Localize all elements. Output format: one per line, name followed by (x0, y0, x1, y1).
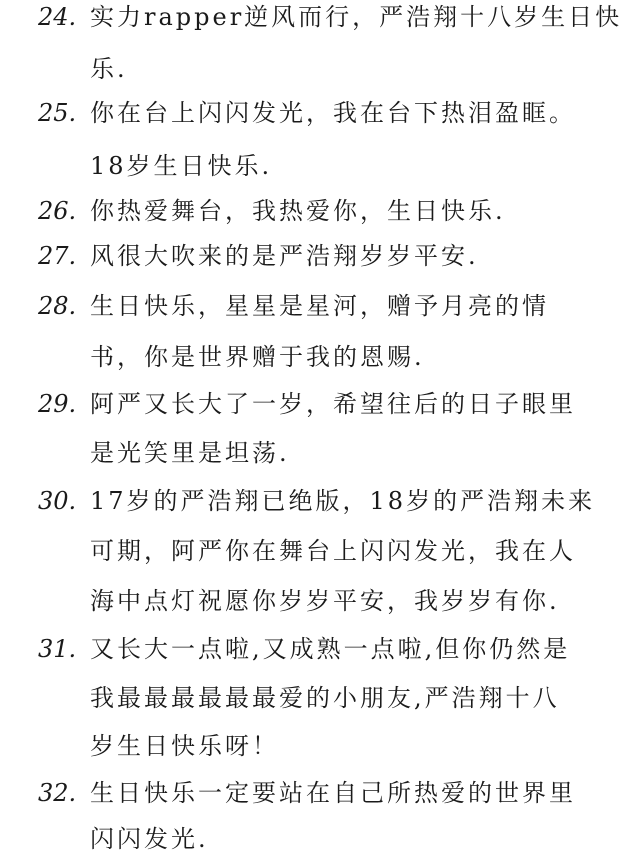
entry-30-line-1 (0, 480, 640, 522)
entry-text: 风很大吹来的是严浩翔岁岁平安. (90, 242, 479, 270)
entry-text: 书，你是世界赠于我的恩赐. (90, 343, 425, 371)
entry-number: 27. (38, 242, 77, 270)
entry-31-line-3 (0, 725, 640, 767)
entry-number: 30. (38, 487, 77, 515)
entry-30-line-2 (0, 530, 640, 572)
entry-number: 24. (38, 3, 77, 31)
entry-32-line-1 (0, 772, 640, 814)
entry-text: 岁生日快乐呀！ (90, 732, 279, 760)
entry-number: 28. (38, 292, 77, 320)
entry-number: 32. (38, 779, 77, 807)
entry-text: 17岁的严浩翔已绝版，18岁的严浩翔未来 (90, 487, 596, 515)
entry-number: 26. (38, 197, 77, 225)
entry-text: 海中点灯祝愿你岁岁平安，我岁岁有你. (90, 587, 560, 615)
entry-28-line-1 (0, 285, 640, 327)
entry-24-line-2 (0, 48, 640, 90)
entry-text: 乐. (90, 55, 128, 83)
entry-31-line-1 (0, 628, 640, 670)
entry-text: 你在台上闪闪发光，我在台下热泪盈眶。 (90, 99, 576, 127)
entry-number: 31. (38, 635, 77, 663)
entry-number: 25. (38, 99, 77, 127)
entry-25-line-2 (0, 145, 640, 187)
entry-26-line-1 (0, 190, 640, 232)
entry-24-line-1 (0, 0, 640, 38)
entry-text: 我最最最最最最爱的小朋友,严浩翔十八 (90, 684, 560, 712)
entry-28-line-2 (0, 336, 640, 378)
entry-text: 你热爱舞台，我热爱你，生日快乐. (90, 197, 506, 225)
entry-29-line-1 (0, 383, 640, 425)
entry-text: 实力rapper逆风而行，严浩翔十八岁生日快 (90, 3, 623, 31)
entry-text: 生日快乐一定要站在自己所热爱的世界里 (90, 779, 576, 807)
entry-text: 可期，阿严你在舞台上闪闪发光，我在人 (90, 537, 576, 565)
entry-27-line-1 (0, 235, 640, 277)
entry-29-line-2 (0, 432, 640, 474)
entry-25-line-1 (0, 92, 640, 134)
entry-text: 又长大一点啦,又成熟一点啦,但你仍然是 (90, 635, 571, 663)
entry-text: 是光笑里是坦荡. (90, 439, 290, 467)
entry-text: 18岁生日快乐. (90, 152, 273, 180)
entry-32-line-2 (0, 818, 640, 860)
entry-text: 闪闪发光. (90, 825, 209, 853)
entry-30-line-3 (0, 580, 640, 622)
entry-31-line-2 (0, 677, 640, 719)
entry-number: 29. (38, 390, 77, 418)
entry-text: 生日快乐，星星是星河，赠予月亮的情 (90, 292, 549, 320)
entry-text: 阿严又长大了一岁，希望往后的日子眼里 (90, 390, 576, 418)
